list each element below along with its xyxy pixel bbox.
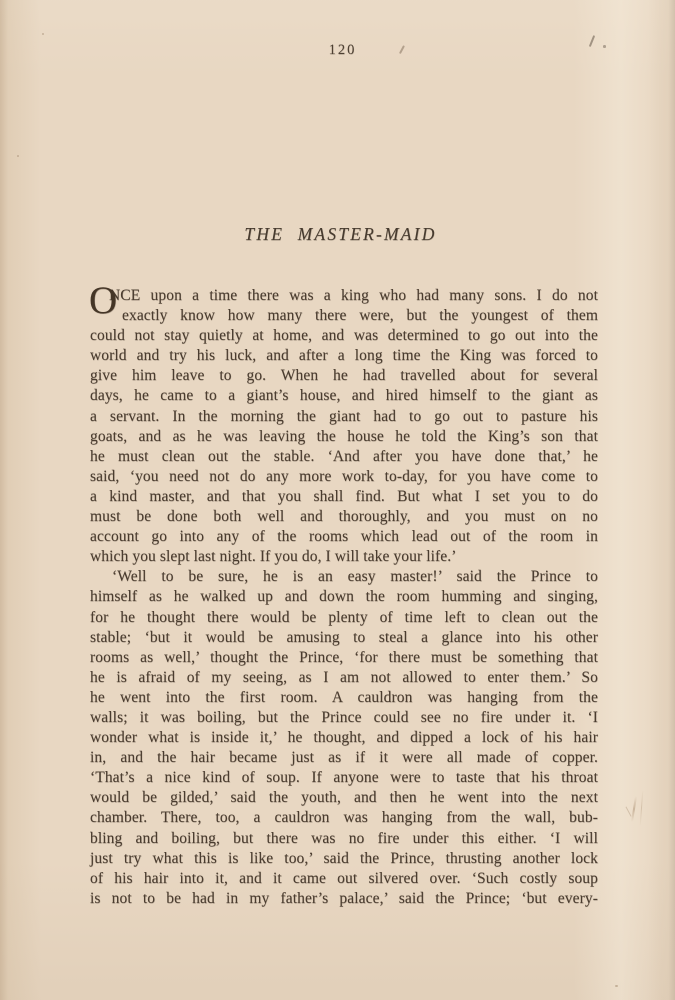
paper-crease (631, 796, 637, 822)
text-line: days, he came to a giant’s house, and hired himself to the giant as (90, 387, 598, 405)
text-line: just try what this is like too,’ said the Prince, thrusting another lock (90, 849, 598, 867)
text-line: of his hair into it, and it came out silvered over. ‘Such costly soup (90, 869, 598, 887)
text-line: for he thought there would be plenty of time left to clean out the (90, 608, 598, 626)
paper-crease (640, 790, 644, 826)
text-line: which you slept last night. If you do, I will take your life.’ (90, 548, 457, 566)
text-line: himself as he walked up and down the room humming and singing, (90, 588, 598, 606)
text-line: world and try his luck, and after a long time the King was forced to (90, 347, 598, 365)
text-line: in, and the hair became just as if it were all made of copper. (90, 749, 598, 767)
text-line: stable; ‘but it would be amusing to steal a glance into his other (90, 628, 598, 646)
text-line: bling and boiling, but there was no fire under this either. ‘I will (90, 829, 598, 847)
text-line: a servant. In the morning the giant had to go out to pasture his (90, 407, 598, 425)
drop-cap: O (89, 279, 118, 322)
text-line: give him leave to go. When he had travelled about for several (90, 367, 598, 385)
page-number: 120 (328, 42, 357, 58)
text-line: rooms as well,’ thought the Prince, ‘for there must be something that (90, 648, 598, 666)
text-line: would be gilded,’ said the youth, and then he went into the next (90, 789, 598, 807)
text-line: chamber. There, too, a cauldron was hanging from the wall, bub- (90, 809, 598, 827)
text-line: is not to be had in my father’s palace,’ said the Prince; ‘but every- (90, 889, 598, 907)
text-line: walls; it was boiling, but the Prince could see no fire under it. ‘I (90, 708, 598, 726)
paper-speck (42, 33, 44, 35)
text-line: account go into any of the rooms which lead out of the room in (90, 528, 598, 546)
text-line: he must clean out the stable. ‘And after you have done that,’ he (90, 447, 598, 465)
text-line: he went into the first room. A cauldron was hanging from the (90, 688, 598, 706)
text-line: could not stay quietly at home, and was determined to go out into the (90, 327, 598, 345)
text-line: must be done both well and thoroughly, and you must on no (90, 508, 598, 526)
paper-crease (625, 806, 631, 816)
text-line: he is afraid of my seeing, as I am not allowed to enter them.’ So (90, 668, 598, 686)
text-line: goats, and as he was leaving the house he told the King’s son that (90, 427, 598, 445)
text-line: exactly know how many there were, but the youngest of them (122, 307, 598, 325)
text-line: NCE upon a time there was a king who had many sons. I do not (109, 287, 598, 304)
text-line: a kind master, and that you shall find. But what I set you to do (90, 487, 598, 505)
text-line: wonder what is inside it,’ he thought, and dipped a lock of his hair (90, 729, 598, 747)
story-title: THE MASTER-MAID (244, 224, 437, 244)
text-line: ‘Well to be sure, he is an easy master!’ said the Prince to (112, 568, 598, 586)
text-line: ‘That’s a nice kind of soup. If anyone were to taste that his throat (90, 769, 598, 787)
paper-speck (615, 985, 618, 987)
paper-speck (17, 155, 19, 157)
story-body (89, 279, 598, 909)
text-line: said, ‘you need not do any more work to-day, for you have come to (90, 467, 598, 485)
